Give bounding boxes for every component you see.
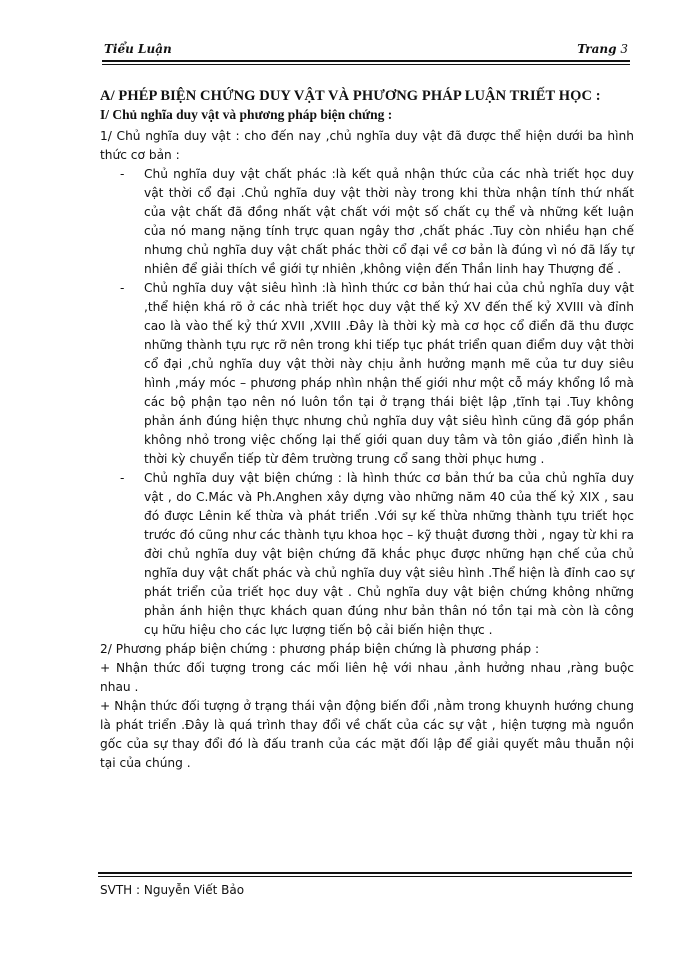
document-body <box>100 88 634 773</box>
list-item <box>120 279 634 469</box>
list-item-text: Chủ nghĩa duy vật siêu hình :là hình thức cơ bản thứ hai của chủ nghĩa duy vật ,thể hiện khá rõ ở các nhà triết học duy vật thế kỷ XV đến thế kỷ XVIII và đỉnh cao là vào thế kỷ thứ XVII ,XVIII .Đây là thời kỳ mà cơ học cổ điển đã thu được những thành tựu rực rỡ nên trong khi tiếp tục phát triển quan điểm duy vật thời cổ đại ,chủ nghĩa duy vật thời này chịu ảnh hưởng mạnh mẽ của tư duy siêu hình ,máy móc – phương pháp nhìn nhận thế giới như một cỗ máy khổng lồ mà các bộ phận tạo nên nó luôn tồn tại ở trạng thái biệt lập ,tĩnh tại .Tuy không phản ánh đúng hiện thực nhưng chủ nghĩa duy vật siêu hình cũng đã góp phần không nhỏ trong việc chống lại thế giới quan duy tâm và tôn giáo ,điển hình là thời kỳ chuyển tiếp từ đêm trường trung cổ sang thời phục hưng . <box>144 281 634 466</box>
page-number <box>577 42 628 56</box>
footer-author: SVTH : Nguyễn Viết Bảo <box>100 883 245 897</box>
subsection-title: I/ Chủ nghĩa duy vật và phương pháp biện chứng : <box>100 107 393 122</box>
intro-paragraph: 1/ Chủ nghĩa duy vật : cho đến nay ,chủ nghĩa duy vật đã được thể hiện dưới ba hình thức cơ bản : <box>100 129 634 162</box>
plus-paragraph-2: + Nhận thức đối tượng ở trạng thái vận động biến đổi ,nằm trong khuynh hướng chung là phát triển .Đây là quá trình thay đổi về chất của các sự vật , hiện tượng mà nguồn gốc của sự thay đổi đó là đấu tranh của các mặt đối lập để giải quyết mâu thuẫn nội tại của chúng . <box>100 699 634 770</box>
section-title: A/ PHÉP BIỆN CHỨNG DUY VẬT VÀ PHƯƠNG PHÁP LUẬN TRIẾT HỌC : <box>100 88 601 104</box>
list-item-text: Chủ nghĩa duy vật chất phác :là kết quả nhận thức của các nhà triết học duy vật thời cổ đại .Chủ nghĩa duy vật thời này trong khi thừa nhận tính thứ nhất của vật chất đã đồng nhất vật chất với một số chất cụ thể và những kết luận của nó mang nặng tính trực quan ngây thơ ,chất phác .Tuy còn nhiều hạn chế nhưng chủ nghĩa duy vật chất phác thời cổ đại về cơ bản là đúng vì nó đã lấy tự nhiên để giải thích về giới tự nhiên ,không viện đến Thần linh hay Thượng đế . <box>144 167 634 276</box>
list-item <box>120 165 634 279</box>
page-label: Trang <box>577 42 617 56</box>
bullet-mark: - <box>120 281 125 295</box>
plus-paragraph-1: + Nhận thức đối tượng trong các mối liên hệ với nhau ,ảnh hưởng nhau ,ràng buộc nhau . <box>100 661 634 694</box>
list-item <box>120 469 634 640</box>
header-rule <box>102 60 630 65</box>
bullet-mark: - <box>120 471 125 485</box>
footer-rule <box>98 872 632 877</box>
page-number-value: 3 <box>620 42 628 56</box>
header-title: Tiểu Luận <box>104 42 172 56</box>
bullet-mark: - <box>120 167 125 181</box>
list-item-text: Chủ nghĩa duy vật biện chứng : là hình thức cơ bản thứ ba của chủ nghĩa duy vật , do C.Mác và Ph.Anghen xây dựng vào những năm 40 của thế kỷ XIX , sau đó được Lênin kế thừa và phát triển .Với sự kế thừa những thành tựu triết học trước đó cũng như các thành tựu khoa học – kỹ thuật đương thời , ngay từ khi ra đời chủ nghĩa duy vật biện chứng đã khắc phục được những hạn chế của chủ nghĩa duy vật chất phác và chủ nghĩa duy vật siêu hình .Thể hiện là đỉnh cao sự phát triển của triết học duy vật . Chủ nghĩa duy vật biện chứng không những phản ánh hiện thực khách quan đúng như bản thân nó tồn tại mà còn là công cụ hữu hiệu cho các lực lượng tiến bộ cải biến hiện thực . <box>144 471 634 637</box>
section2-paragraph: 2/ Phương pháp biện chứng : phương pháp biện chứng là phương pháp : <box>100 642 540 656</box>
